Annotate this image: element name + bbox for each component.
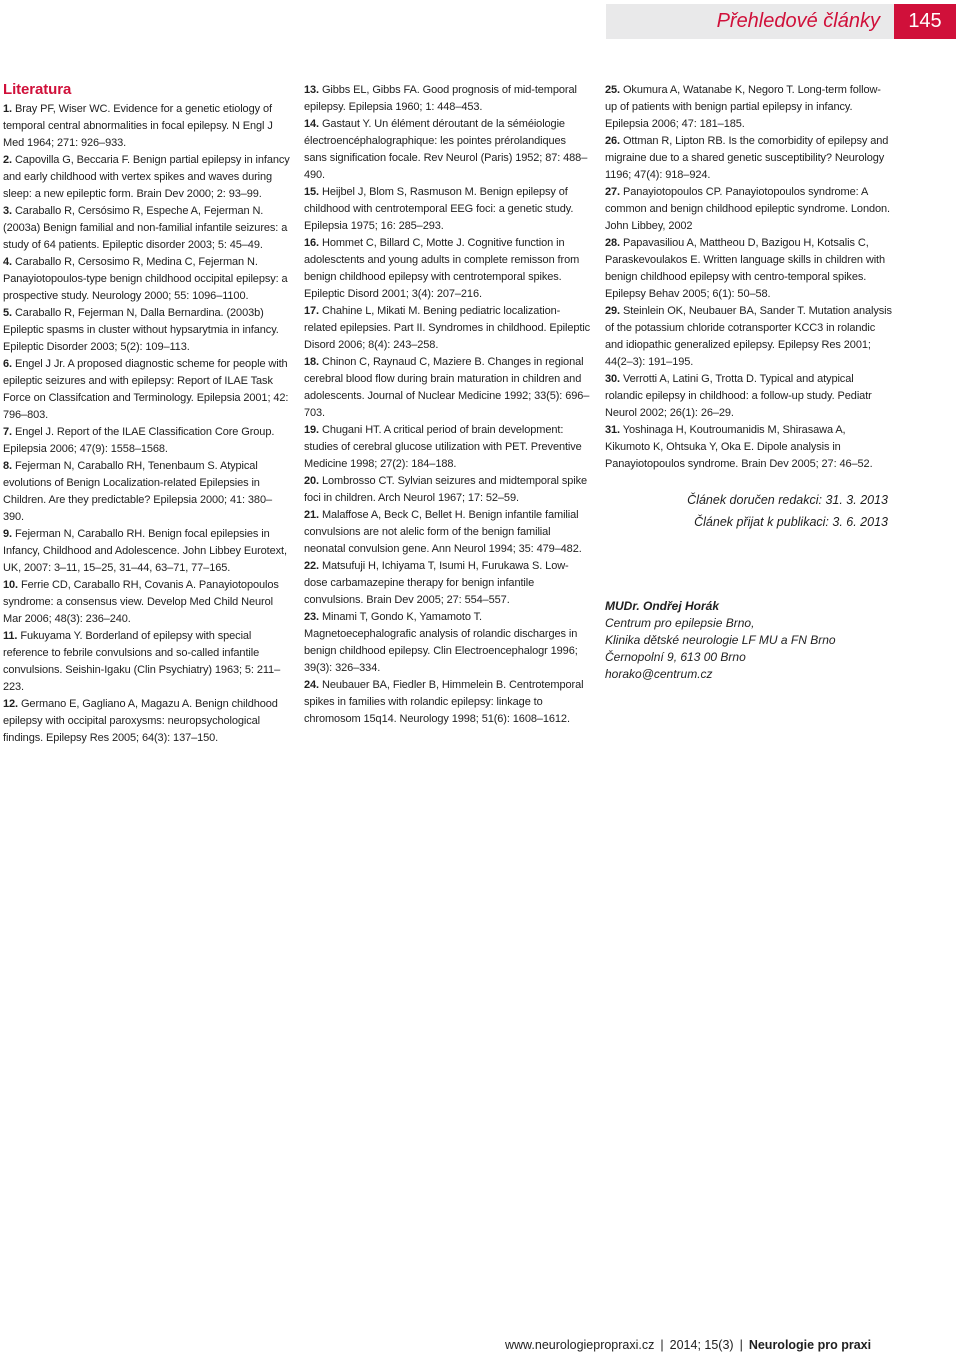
- references-list-3: [605, 82, 892, 473]
- reference-text: Fejerman N, Caraballo RH. Benign focal epilepsies in Infancy, Childhood and Adolescence. John Libbey Eurotext, UK, 2007: 3–11, 15–25, 31–44, 63–71, 77–165.: [3, 528, 287, 574]
- page-number: 145: [894, 4, 956, 39]
- reference-item: [605, 371, 892, 422]
- reference-item: [3, 628, 290, 696]
- reference-text: Hommet C, Billard C, Motte J. Cognitive function in adolesctents and young adults in complete remisson from benign childhood epilepsy with centrotemporal spikes. Epileptic Disord 2001; 3(4): 207–216.: [304, 237, 580, 300]
- references-column-2: [304, 82, 591, 728]
- reference-item: [3, 305, 290, 356]
- reference-text: Verrotti A, Latini G, Trotta D. Typical and atypical rolandic epilepsy in childhood: a follow-up study. Pediatr Neurol 2002; 26(1): 26–29.: [605, 373, 872, 419]
- reference-text: Lombrosso CT. Sylvian seizures and midtemporal spike foci in children. Arch Neurol 1967; 17: 52–59.: [304, 475, 587, 504]
- reference-text: Gastaut Y. Un élément déroutant de la séméiologie électroencéphalographique: les pointes prérolandiques sans signification focale. Rev Neurol (Paris) 1952; 87: 488–490.: [304, 118, 588, 181]
- reference-item: [3, 356, 290, 424]
- reference-item: [3, 424, 290, 458]
- section-title: Přehledové články: [716, 10, 880, 32]
- reference-number: 3.: [3, 205, 12, 217]
- reference-item: [605, 422, 892, 473]
- reference-number: 23.: [304, 611, 319, 623]
- reference-number: 11.: [3, 630, 18, 642]
- reference-number: 13.: [304, 84, 319, 96]
- reference-number: 19.: [304, 424, 319, 436]
- reference-number: 28.: [605, 237, 620, 249]
- reference-item: [605, 235, 892, 303]
- reference-text: Germano E, Gagliano A, Magazu A. Benign childhood epilepsy with occipital paroxysms: neuropsychological findings. Epilepsy Res 2005; 64(3): 137–150.: [3, 698, 278, 744]
- author-contact: [605, 598, 892, 683]
- references-list-1: [3, 101, 290, 747]
- references-list-2: [304, 82, 591, 728]
- reference-number: 12.: [3, 698, 18, 710]
- author-address: Černopolní 9, 613 00 Brno: [605, 650, 746, 664]
- author-affiliation-1: Centrum pro epilepsie Brno,: [605, 616, 755, 630]
- reference-text: Heijbel J, Blom S, Rasmuson M. Benign epilepsy of childhood with centrotemporal EEG foci: a genetic study. Epilepsia 1975; 16: 285–293.: [304, 186, 574, 232]
- reference-text: Fukuyama Y. Borderland of epilepsy with special reference to febrile convulsions and so-called infantile convulsions. Seishin-Igaku (Clin Psychiatry) 1963; 5: 211–223.: [3, 630, 281, 693]
- reference-item: [304, 82, 591, 116]
- reference-text: Engel J Jr. A proposed diagnostic scheme for people with epileptic seizures and with epilepsy: Report of ILAE Task Force on Classifcation and Terminology. Epilepsia 2001; 42: 796–803.: [3, 358, 289, 421]
- accepted-date: Článek přijat k publikaci: 3. 6. 2013: [694, 515, 888, 529]
- footer-journal: Neurologie pro praxi: [748, 1338, 872, 1352]
- reference-number: 29.: [605, 305, 620, 317]
- reference-item: [3, 254, 290, 305]
- reference-number: 9.: [3, 528, 12, 540]
- footer-issue: 2014; 15(3): [669, 1338, 734, 1352]
- reference-number: 27.: [605, 186, 620, 198]
- reference-item: [3, 101, 290, 152]
- reference-text: Chinon C, Raynaud C, Maziere B. Changes in regional cerebral blood flow during brain maturation in children and adolescents. Journal of Nuclear Medicine 1992; 33(5): 696–703.: [304, 356, 590, 419]
- reference-text: Neubauer BA, Fiedler B, Himmelein B. Centrotemporal spikes in families with rolandic epilepsy: linkage to chromosom 15q14. Neurology 1998; 51(6): 1608–1612.: [304, 679, 584, 725]
- author-name: MUDr. Ondřej Horák: [605, 599, 720, 613]
- reference-text: Ottman R, Lipton RB. Is the comorbidity of epilepsy and migraine due to a shared genetic susceptibility? Neurology 1196; 47(4): 918–924.: [605, 135, 889, 181]
- reference-number: 4.: [3, 256, 12, 268]
- reference-number: 6.: [3, 358, 12, 370]
- article-dates: [605, 489, 888, 533]
- reference-number: 21.: [304, 509, 319, 521]
- reference-item: [304, 184, 591, 235]
- footer-website[interactable]: www.neurologiepropraxi.cz: [505, 1338, 655, 1352]
- reference-text: Okumura A, Watanabe K, Negoro T. Long-term follow-up of patients with benign partial epilepsy in infancy. Epilepsia 2006; 47: 181–185.: [605, 84, 881, 130]
- reference-item: [605, 82, 892, 133]
- references-column-3: [605, 82, 892, 473]
- reference-text: Gibbs EL, Gibbs FA. Good prognosis of mid-temporal epilepsy. Epilepsia 1960; 1: 448–453.: [304, 84, 577, 113]
- reference-item: [304, 354, 591, 422]
- reference-number: 30.: [605, 373, 620, 385]
- reference-number: 1.: [3, 103, 12, 115]
- reference-number: 31.: [605, 424, 620, 436]
- reference-text: Engel J. Report of the ILAE Classification Core Group. Epilepsia 2006; 47(9): 1558–1568.: [3, 426, 275, 455]
- section-header-bar: [606, 4, 894, 39]
- reference-item: [304, 303, 591, 354]
- reference-item: [304, 473, 591, 507]
- reference-text: Minami T, Gondo K, Yamamoto T. Magnetoecephalografic analysis of rolandic discharges in benign childhood epilepsy. Clin Electroencephalogr 1996; 39(3): 326–334.: [304, 611, 578, 674]
- literature-heading: Literatura: [3, 81, 72, 98]
- reference-item: [304, 558, 591, 609]
- reference-item: [3, 458, 290, 526]
- reference-text: Malaffose A, Beck C, Bellet H. Benign infantile familial convulsions are not alelic form of the benign familial neonatal convulsion gene. Ann Neurol 1994; 35: 479–482.: [304, 509, 582, 555]
- references-column-1: [3, 80, 290, 747]
- reference-text: Panayiotopoulos CP. Panayiotopoulos syndrome: A common and benign childhood epileptic syndrome. London. John Libbey, 2002: [605, 186, 890, 232]
- reference-text: Caraballo R, Fejerman N, Dalla Bernardina. (2003b) Epileptic spasms in cluster without hypsarytmia in infancy. Epileptic Disorder 2003; 5(2): 109–113.: [3, 307, 279, 353]
- reference-number: 18.: [304, 356, 319, 368]
- reference-text: Matsufuji H, Ichiyama T, Isumi H, Furukawa S. Low-dose carbamazepine therapy for benign infantile convulsions. Brain Dev 2005; 27: 554–557.: [304, 560, 569, 606]
- reference-text: Caraballo R, Cersosimo R, Medina C, Fejerman N. Panayiotopoulos-type benign childhood occipital epilepsy: a prospective study. Neurology 2000; 55: 1096–1100.: [3, 256, 288, 302]
- reference-number: 24.: [304, 679, 319, 691]
- reference-item: [304, 609, 591, 677]
- reference-item: [304, 235, 591, 303]
- reference-text: Chahine L, Mikati M. Bening pediatric localization-related epilepsies. Part II. Syndromes in childhood. Epileptic Disord 2006; 8(4): 243–258.: [304, 305, 591, 351]
- received-date: Článek doručen redakci: 31. 3. 2013: [687, 493, 888, 507]
- reference-number: 20.: [304, 475, 319, 487]
- reference-item: [304, 507, 591, 558]
- reference-number: 5.: [3, 307, 12, 319]
- reference-text: Ferrie CD, Caraballo RH, Covanis A. Panayiotopoulos syndrome: a consensus view. Develop Med Child Neurol Mar 2006; 48(3): 236–240.: [3, 579, 279, 625]
- reference-text: Bray PF, Wiser WC. Evidence for a genetic etiology of temporal central abnormalities in focal epilepsy. N Engl J Med 1964; 271: 926–933.: [3, 103, 273, 149]
- reference-item: [3, 577, 290, 628]
- reference-text: Fejerman N, Caraballo RH, Tenenbaum S. Atypical evolutions of Benign Localization-related Epilepsies in Children. Are they predictable? Epilepsia 2000; 41: 380–390.: [3, 460, 272, 523]
- reference-item: [605, 303, 892, 371]
- reference-text: Capovilla G, Beccaria F. Benign partial epilepsy in infancy and early childhood with vertex spikes and waves during sleep: a new epileptic form. Brain Dev 2000; 2: 93–99.: [3, 154, 290, 200]
- reference-text: Caraballo R, Cersósimo R, Espeche A, Fejerman N. (2003a) Benign familial and non-familial infantile seizures: a study of 64 patients. Epileptic disorder 2003; 5: 45–49.: [3, 205, 288, 251]
- page-footer: www.neurologiepropraxi.cz | 2014; 15(3) | Neurologie pro praxi: [505, 1338, 872, 1352]
- reference-item: [3, 696, 290, 747]
- reference-number: 2.: [3, 154, 12, 166]
- author-email[interactable]: horako@centrum.cz: [605, 667, 713, 681]
- reference-number: 22.: [304, 560, 319, 572]
- reference-number: 10.: [3, 579, 18, 591]
- reference-item: [3, 152, 290, 203]
- reference-number: 8.: [3, 460, 12, 472]
- reference-item: [304, 116, 591, 184]
- reference-item: [304, 677, 591, 728]
- reference-item: [605, 133, 892, 184]
- reference-item: [605, 184, 892, 235]
- reference-number: 17.: [304, 305, 319, 317]
- reference-text: Yoshinaga H, Koutroumanidis M, Shirasawa A, Kikumoto K, Ohtsuka Y, Oka E. Dipole analysis in Panayiotopoulos syndrome. Brain Dev 2005; 27: 46–52.: [605, 424, 873, 470]
- reference-text: Papavasiliou A, Mattheou D, Bazigou H, Kotsalis C, Paraskevoulakos E. Written language skills in children with benign childhood epilepsy with centro-temporal spikes. Epilepsy Behav 2005; 6(1): 50–58.: [605, 237, 886, 300]
- reference-text: Steinlein OK, Neubauer BA, Sander T. Mutation analysis of the potassium chloride cotransporter KCC3 in rolandic and idiopathic generalized epilepsy. Epilepsy Res 2001; 44(2–3): 191–195.: [605, 305, 892, 368]
- reference-number: 14.: [304, 118, 319, 130]
- reference-number: 26.: [605, 135, 620, 147]
- reference-number: 25.: [605, 84, 620, 96]
- reference-number: 15.: [304, 186, 319, 198]
- reference-number: 16.: [304, 237, 319, 249]
- reference-item: [304, 422, 591, 473]
- reference-item: [3, 203, 290, 254]
- reference-text: Chugani HT. A critical period of brain development: studies of cerebral glucose utilization with PET. Preventive Medicine 1998; 27(2): 184–188.: [304, 424, 582, 470]
- author-affiliation-2: Klinika dětské neurologie LF MU a FN Brno: [605, 633, 836, 647]
- reference-number: 7.: [3, 426, 12, 438]
- reference-item: [3, 526, 290, 577]
